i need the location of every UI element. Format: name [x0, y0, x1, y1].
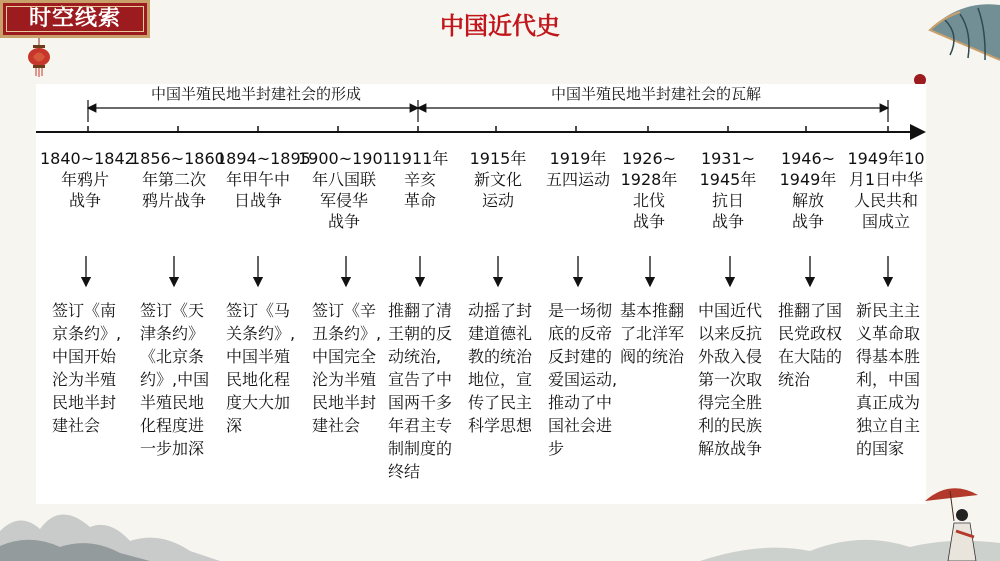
event-liberation-war: 1946~ 1949年 解放 战争: [779, 149, 837, 231]
period-label-collapse: 中国半殖民地半封建社会的瓦解: [550, 85, 761, 103]
event-opium-war: 1840~1842 年鸦片 战争: [40, 149, 135, 210]
lantern-icon: [24, 38, 54, 78]
result-xinhai-revolution: 推翻了清 王朝的反 动统治, 宣告了中 国两千多 年君主专 制制度的 终结: [388, 301, 453, 481]
period-label-formation: 中国半殖民地半封建社会的形成: [150, 85, 361, 103]
result-may-fourth-movement: 是一场彻 底的反帝 反封建的 爱国运动, 推动了中 国社会进 步: [548, 301, 618, 458]
page-title: 中国近代史: [440, 12, 560, 40]
event-anti-japanese-war: 1931~ 1945年 抗日 战争: [699, 149, 757, 231]
umbrella-girl-icon: [920, 481, 990, 561]
result-sino-japanese-war: 签订《马 关条约》, 中国半殖 民地化程 度大大加 深: [226, 301, 296, 435]
event-northern-expedition: 1926~ 1928年 北伐 战争: [620, 149, 678, 231]
badge-label: 时空线索: [28, 6, 121, 31]
event-eight-nation-alliance: 1900~1901 年八国联 军侵华 战争: [298, 149, 393, 231]
event-second-opium-war: 1856~1860 年第二次 鸦片战争: [130, 149, 225, 210]
event-new-culture-movement: 1915年 新文化 运动: [469, 149, 527, 210]
result-liberation-war: 推翻了国 民党政权 在大陆的 统治: [778, 301, 843, 389]
result-second-opium-war: 签订《天 津条约》 《北京条 约》,中国 半殖民地 化程度进 一步加深: [140, 301, 210, 458]
result-northern-expedition: 基本推翻 了北洋军 阀的统治: [620, 301, 685, 366]
event-prc-founding: 1949年10 月1日中华 人民共和 国成立: [847, 149, 925, 231]
result-opium-war: 签订《南 京条约》, 中国开始 沦为半殖 民地半封 建社会: [52, 301, 122, 435]
event-xinhai-revolution: 1911年 辛亥 革命: [391, 149, 449, 210]
result-eight-nation-alliance: 签订《辛 丑条约》, 中国完全 沦为半殖 民地半封 建社会: [312, 301, 382, 435]
event-sino-japanese-war: 1894~1895 年甲午中 日战争: [216, 149, 311, 210]
mountain-ink-left-icon: [0, 491, 220, 561]
result-anti-japanese-war: 中国近代 以来反抗 外敌入侵 第一次取 得完全胜 利的民族 解放战争: [698, 301, 763, 458]
result-prc-founding: 新民主主 义革命取 得基本胜 利，中国 真正成为 独立自主 的国家: [856, 301, 921, 458]
result-new-culture-movement: 动摇了封 建道德礼 教的统治 地位，宣 传了民主 科学思想: [468, 301, 533, 435]
event-may-fourth-movement: 1919年 五四运动: [545, 149, 610, 189]
timeline-panel: [36, 84, 926, 504]
